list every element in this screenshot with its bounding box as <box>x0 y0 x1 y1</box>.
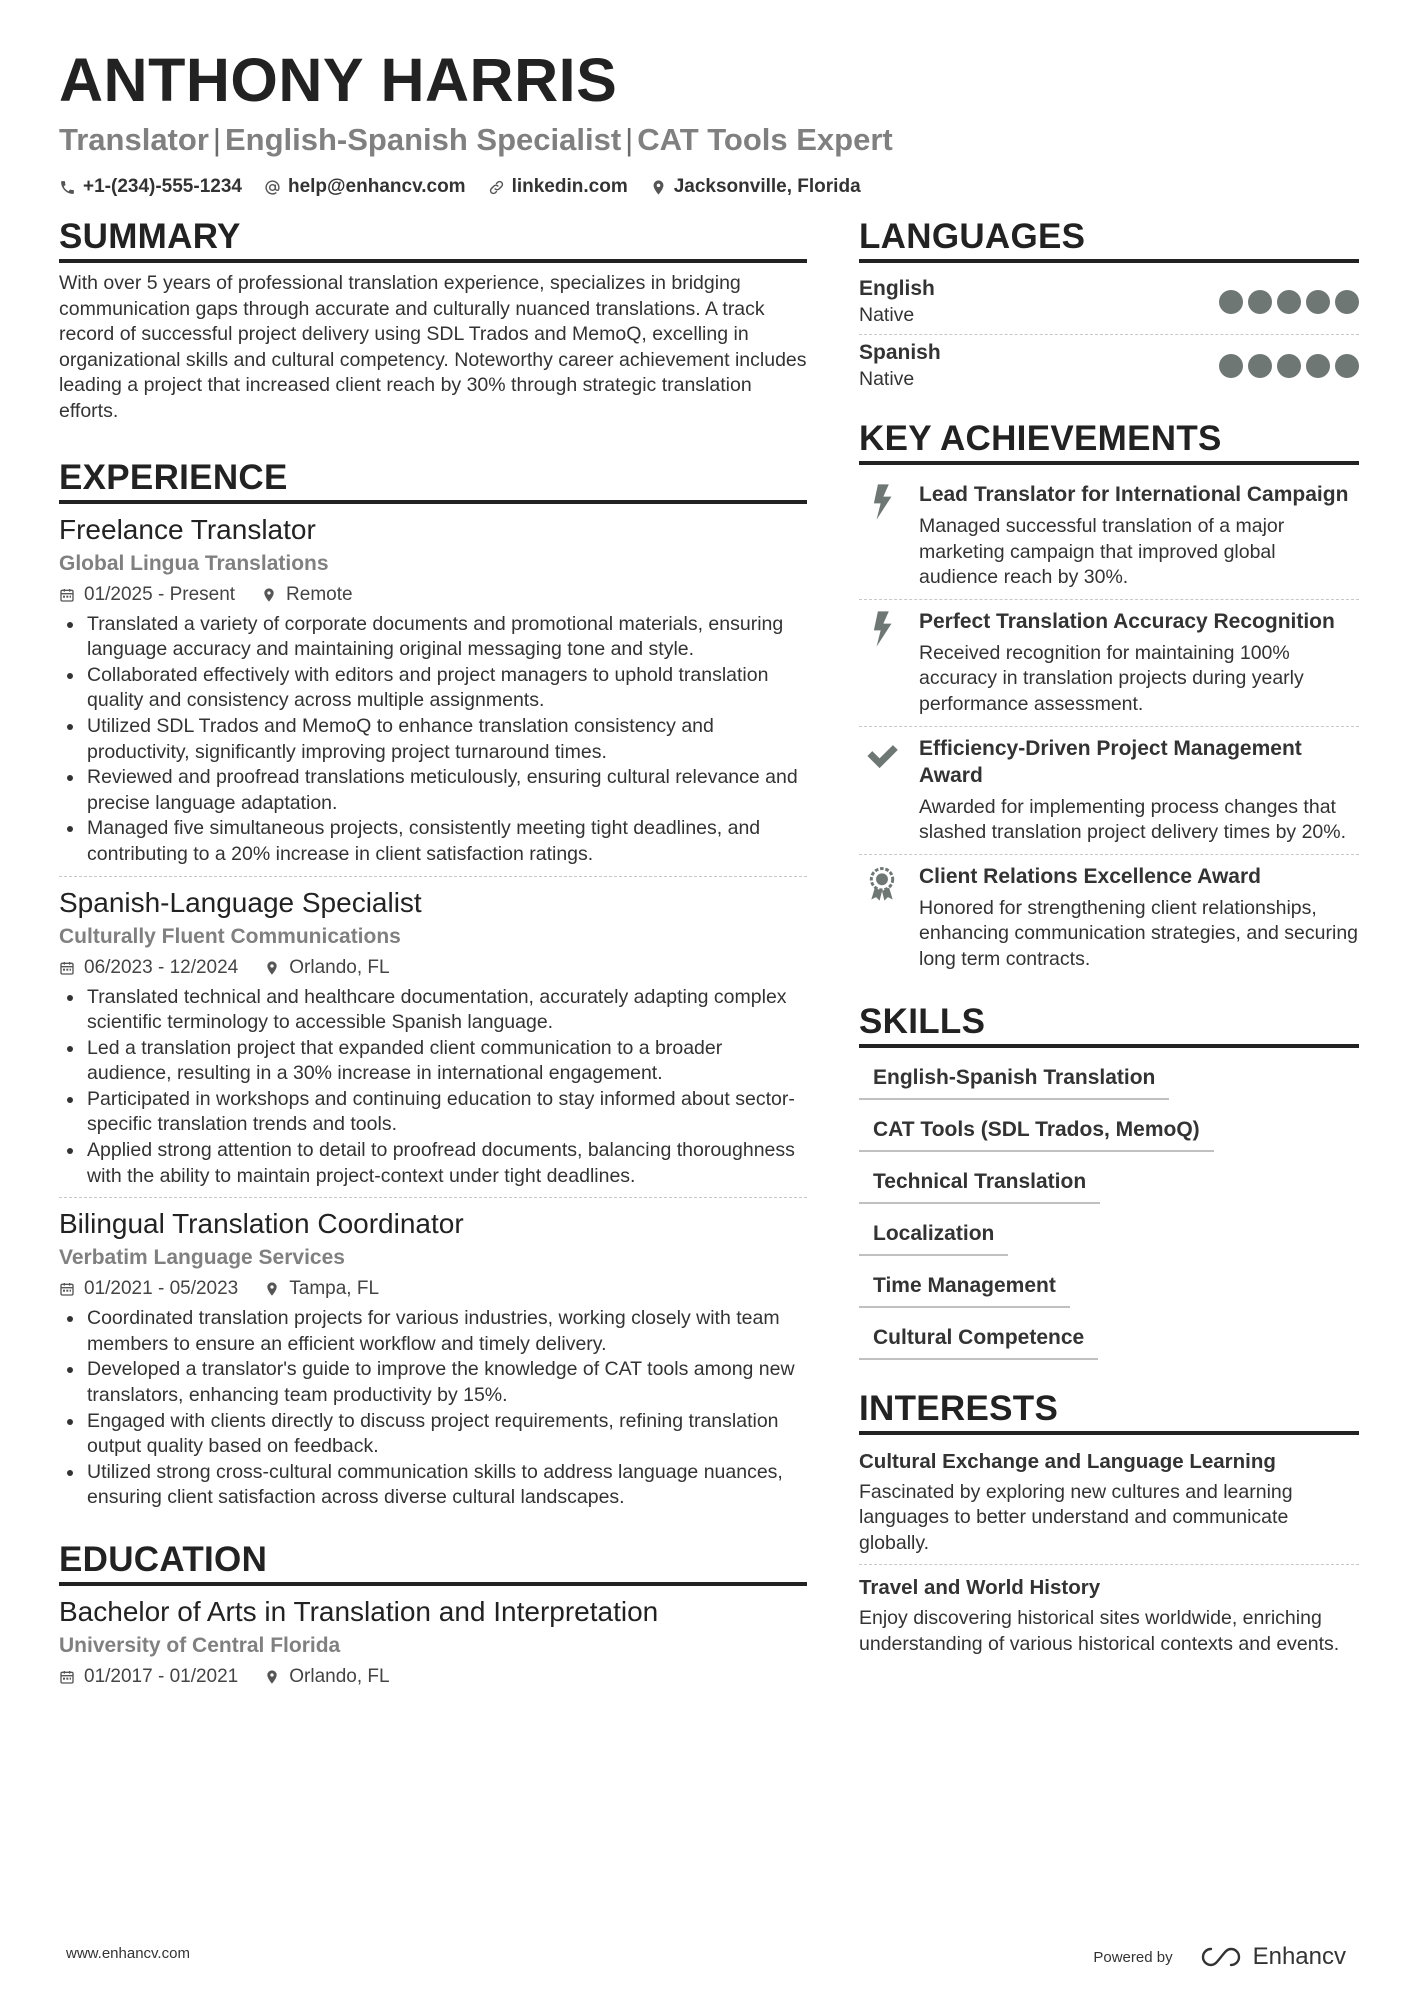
achievement-item <box>859 855 1359 981</box>
bullet-item: Translated a variety of corporate documents and promotional materials, ensuring language accuracy and maintaining original messaging tone and style. <box>59 612 807 663</box>
rating-dot <box>1335 354 1359 378</box>
dates-text: 06/2023 - 12/2024 <box>84 956 239 978</box>
bullet-item: Translated technical and healthcare documentation, accurately adapting complex scientific terminology to accessible Spanish language. <box>59 985 807 1036</box>
dates-text: 01/2021 - 05/2023 <box>84 1278 239 1300</box>
job-entry <box>59 885 807 1199</box>
calendar-icon <box>59 960 75 976</box>
language-name: Spanish <box>859 341 941 364</box>
achievement-title: Client Relations Excellence Award <box>919 864 1261 888</box>
footer <box>66 1943 1346 1973</box>
title-separator: | <box>212 122 221 157</box>
rating-dot <box>1219 354 1243 378</box>
job-title: Spanish-Language Specialist <box>59 886 422 918</box>
rating-dot <box>1248 290 1272 314</box>
summary-section <box>59 216 807 425</box>
calendar-icon <box>59 587 75 603</box>
job-meta <box>59 582 807 608</box>
bullet-item: Coordinated translation projects for various industries, working closely with team members to ensure an efficient workflow and timely delivery. <box>59 1306 807 1357</box>
education-entry <box>59 1594 807 1702</box>
location-pin-icon <box>261 587 277 603</box>
skill-tag: Localization <box>859 1216 1008 1256</box>
job-location <box>264 1276 379 1302</box>
location-pin-icon <box>650 179 667 196</box>
achievement-title: Lead Translator for International Campaign <box>919 483 1349 506</box>
interests-section <box>859 1388 1359 1666</box>
school-name: University of Central Florida <box>59 1634 341 1657</box>
title-part: Translator <box>59 122 209 157</box>
achievement-item <box>859 727 1359 855</box>
dates-text: 01/2025 - Present <box>84 583 236 605</box>
job-meta <box>59 955 807 981</box>
section-heading: SKILLS <box>859 1001 1359 1048</box>
achievement-item <box>859 473 1359 600</box>
bullet-item: Participated in workshops and continuing education to stay informed about sector-specific translation trends and tools. <box>59 1087 807 1138</box>
education-location <box>264 1664 389 1690</box>
brand-logo[interactable] <box>1199 1943 1346 1971</box>
achievements-section <box>859 418 1359 981</box>
language-item <box>859 335 1359 398</box>
rating-dot <box>1335 290 1359 314</box>
language-rating <box>1214 354 1359 378</box>
job-dates <box>59 1276 238 1302</box>
powered-by-text: Powered by <box>1093 1948 1173 1966</box>
bullet-item: Collaborated effectively with editors and project managers to uphold translation quality and consistency across multiple assignments. <box>59 663 807 714</box>
bullet-item: Applied strong attention to detail to proofread documents, balancing thoroughness with the ability to maintain project-context under tight deadlines. <box>59 1138 807 1189</box>
interest-text: Fascinated by exploring new cultures and learning languages to better understand and communicate globally. <box>859 1480 1293 1554</box>
achievement-text: Managed successful translation of a major marketing campaign that improved global audience reach by 30%. <box>919 515 1285 589</box>
location-text: Orlando, FL <box>289 956 390 978</box>
interest-title: Travel and World History <box>859 1576 1101 1600</box>
left-column <box>59 216 807 1702</box>
location-text: Jacksonville, Florida <box>673 176 861 197</box>
skill-tag: CAT Tools (SDL Trados, MemoQ) <box>859 1112 1214 1152</box>
job-dates <box>59 955 238 981</box>
skill-tag: Time Management <box>859 1268 1070 1308</box>
job-location <box>261 582 353 608</box>
language-item <box>859 271 1359 335</box>
interest-item <box>859 1569 1359 1665</box>
linkedin-text: linkedin.com <box>511 176 628 197</box>
footer-branding <box>1093 1943 1346 1971</box>
right-column <box>859 216 1359 1666</box>
job-company: Verbatim Language Services <box>59 1246 345 1270</box>
rating-dot <box>1219 290 1243 314</box>
summary-text: With over 5 years of professional translation experience, specializes in bridging communication gaps through accurate and culturally nuanced translations. A track record of successful project delivery using SDL Trados and MemoQ, excelling in organizational skills and cultural competency. Noteworthy career achievement includes leading a project that increased client reach by 30% through strategic translation efforts. <box>59 272 807 422</box>
contact-location <box>650 176 861 198</box>
section-heading: EXPERIENCE <box>59 457 807 504</box>
footer-website[interactable]: www.enhancv.com <box>66 1945 190 1962</box>
job-bullets <box>59 612 807 868</box>
title-separator: | <box>625 122 634 157</box>
contact-linkedin[interactable] <box>488 176 628 198</box>
skill-tag: Technical Translation <box>859 1164 1100 1204</box>
languages-section <box>859 216 1359 398</box>
achievement-title: Efficiency-Driven Project Management Award <box>919 736 1302 787</box>
job-entry <box>59 512 807 877</box>
bullet-item: Utilized SDL Trados and MemoQ to enhance translation consistency and productivity, significantly improving project turnaround times. <box>59 714 807 765</box>
location-pin-icon <box>264 1669 280 1685</box>
achievement-title: Perfect Translation Accuracy Recognition <box>919 609 1335 633</box>
language-name: English <box>859 277 935 300</box>
location-pin-icon <box>264 1281 280 1297</box>
award-icon <box>865 865 899 903</box>
location-text: Tampa, FL <box>289 1278 380 1300</box>
education-section <box>59 1539 807 1702</box>
language-level: Native <box>859 368 915 390</box>
title-part: English-Spanish Specialist <box>224 122 622 157</box>
bullet-item: Engaged with clients directly to discuss project requirements, refining translation output quality based on feedback. <box>59 1409 807 1460</box>
job-company: Culturally Fluent Communications <box>59 924 401 948</box>
location-pin-icon <box>264 960 280 976</box>
achievement-text: Honored for strengthening client relationships, enhancing communication strategies, and securing long term contracts. <box>919 896 1359 970</box>
rating-dot <box>1306 354 1330 378</box>
achievement-text: Awarded for implementing process changes that slashed translation project delivery times by 20%. <box>919 795 1347 844</box>
rating-dot <box>1277 354 1301 378</box>
language-rating <box>1214 290 1359 314</box>
rating-dot <box>1277 290 1301 314</box>
phone-icon <box>59 179 76 196</box>
degree-title: Bachelor of Arts in Translation and Interpretation <box>59 1596 659 1627</box>
interest-item <box>859 1443 1359 1566</box>
calendar-icon <box>59 1281 75 1297</box>
language-level: Native <box>859 304 915 326</box>
enhancv-logo-icon <box>1199 1945 1245 1969</box>
rating-dot <box>1248 354 1272 378</box>
job-location <box>264 955 389 981</box>
dates-text: 01/2017 - 01/2021 <box>84 1666 239 1687</box>
phone-text: +1-(234)-555-1234 <box>83 176 242 197</box>
interest-text: Enjoy discovering historical sites worldwide, enriching understanding of various historical contexts and events. <box>859 1607 1340 1655</box>
job-entry <box>59 1206 807 1519</box>
skills-section <box>859 1001 1359 1372</box>
check-icon <box>865 737 899 775</box>
candidate-name: ANTHONY HARRIS <box>59 46 618 114</box>
at-icon <box>264 179 281 196</box>
bolt-icon <box>865 610 899 648</box>
skill-tag: English-Spanish Translation <box>859 1060 1169 1100</box>
job-title: Bilingual Translation Coordinator <box>59 1208 464 1240</box>
skill-tag: Cultural Competence <box>859 1320 1098 1360</box>
job-dates <box>59 582 235 608</box>
brand-name: Enhancv <box>1252 1943 1346 1970</box>
candidate-title <box>59 122 1359 158</box>
interest-title: Cultural Exchange and Language Learning <box>859 1449 1276 1473</box>
achievement-text: Received recognition for maintaining 100% accuracy in translation projects during yearly performance assessment. <box>919 641 1304 715</box>
bullet-item: Reviewed and proofread translations meticulously, ensuring cultural relevance and precise language adaptation. <box>59 765 807 816</box>
job-company: Global Lingua Translations <box>59 551 329 575</box>
job-bullets <box>59 1306 807 1511</box>
email-text: help@enhancv.com <box>287 176 466 197</box>
achievement-item <box>859 600 1359 727</box>
skills-list <box>859 1056 1359 1372</box>
location-text: Remote <box>286 583 353 605</box>
job-title: Freelance Translator <box>59 513 316 545</box>
link-icon <box>488 179 505 196</box>
experience-section <box>59 457 807 1519</box>
job-meta <box>59 1276 807 1302</box>
bullet-item: Led a translation project that expanded client communication to a broader audience, resulting in a 30% increase in international engagement. <box>59 1036 807 1087</box>
rating-dot <box>1306 290 1330 314</box>
education-dates <box>59 1664 238 1690</box>
contact-phone[interactable] <box>59 176 242 198</box>
section-heading: LANGUAGES <box>859 216 1359 263</box>
section-heading: KEY ACHIEVEMENTS <box>859 418 1359 465</box>
section-heading: EDUCATION <box>59 1539 807 1586</box>
bullet-item: Managed five simultaneous projects, consistently meeting tight deadlines, and contributing to a 20% increase in client satisfaction ratings. <box>59 816 807 867</box>
header <box>59 44 1359 198</box>
calendar-icon <box>59 1669 75 1685</box>
contact-email[interactable] <box>264 176 466 198</box>
job-bullets <box>59 985 807 1190</box>
title-part: CAT Tools Expert <box>637 122 893 157</box>
section-heading: INTERESTS <box>859 1388 1359 1435</box>
bullet-item: Developed a translator's guide to improve the knowledge of CAT tools among new translators, enhancing team productivity by 15%. <box>59 1357 807 1408</box>
location-text: Orlando, FL <box>289 1666 390 1687</box>
bullet-item: Utilized strong cross-cultural communication skills to address language nuances, ensuring client satisfaction across diverse cultural landscapes. <box>59 1460 807 1511</box>
bolt-icon <box>865 483 899 521</box>
section-heading: SUMMARY <box>59 216 807 263</box>
education-meta <box>59 1664 807 1690</box>
contact-bar <box>59 176 1359 198</box>
